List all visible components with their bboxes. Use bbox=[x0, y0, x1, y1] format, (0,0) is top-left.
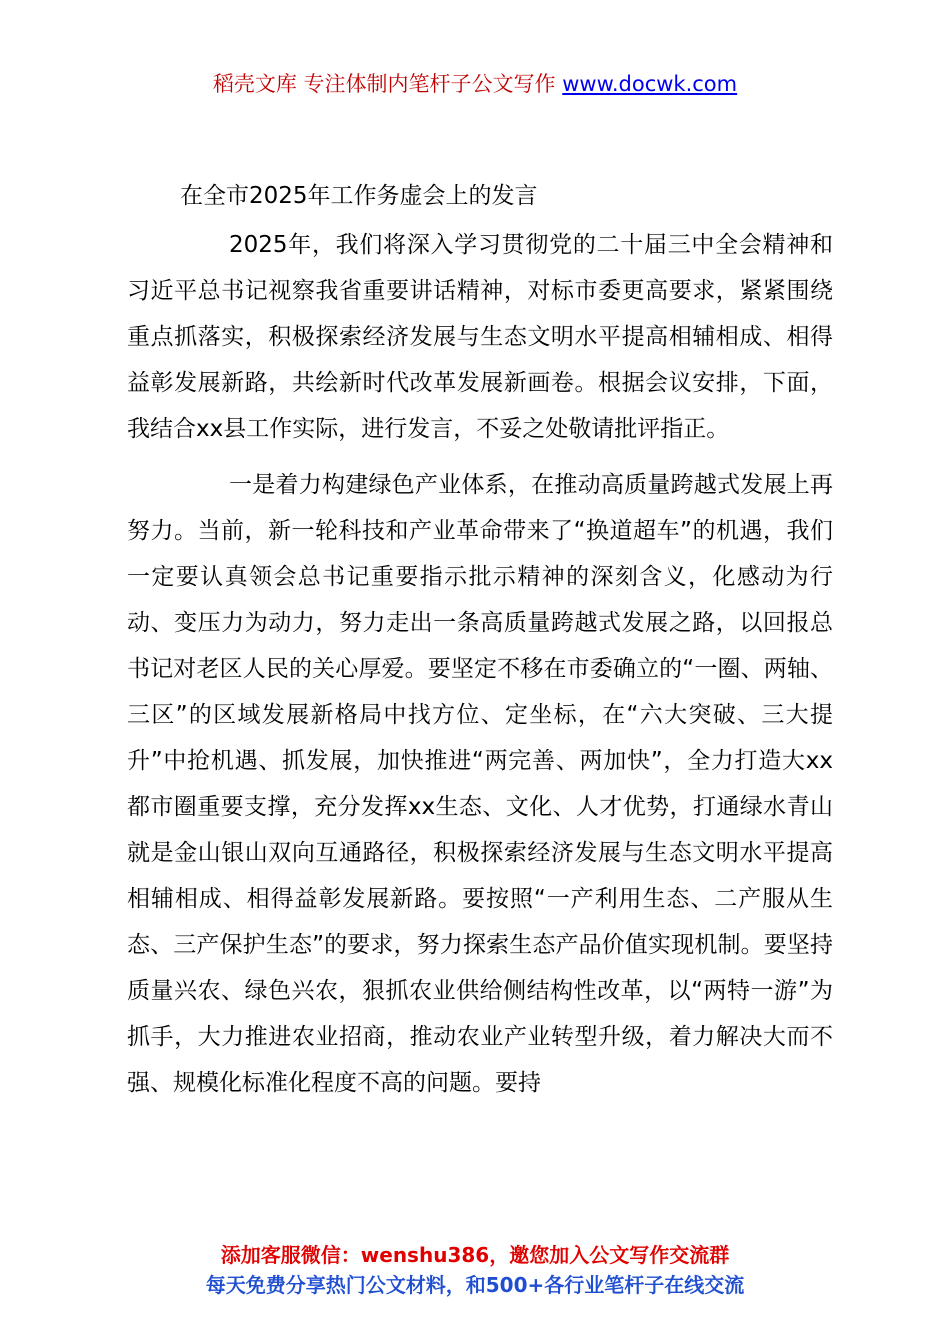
page-footer bbox=[0, 1240, 950, 1300]
paragraph-intro: 2025年，我们将深入学习贯彻党的二十届三中全会精神和习近平总书记视察我省重要讲话精神，对标市委更高要求，紧紧围绕重点抓落实，积极探索经济发展与生态文明水平提高相辅相成、相得益彰发展新路，共绘新时代改革发展新画卷。根据会议安排，下面，我结合xx县工作实际，进行发言，不妥之处敬请批评指正。 bbox=[127, 232, 833, 442]
header-brand-text: 稻壳文库 专注体制内笔杆子公文写作 bbox=[212, 72, 556, 96]
paragraph-point-one: 一是着力构建绿色产业体系，在推动高质量跨越式发展上再努力。当前，新一轮科技和产业革命带来了“换道超车”的机遇，我们一定要认真领会总书记重要指示批示精神的深刻含义，化感动为行动、变压力为动力，努力走出一条高质量跨越式发展之路，以回报总书记对老区人民的关心厚爱。要坚定不移在市委确立的“一圈、两轴、三区”的区域发展新格局中找方位、定坐标，在“六大突破、三大提升”中抢机遇、抓发展，加快推进“两完善、两加快”，全力打造大xx都市圈重要支撑，充分发挥xx生态、文化、人才优势，打通绿水青山就是金山银山双向互通路径，积极探索经济发展与生态文明水平提高相辅相成、相得益彰发展新路。要按照“一产利用生态、二产服从生态、三产保护生态”的要求，努力探索生态产品价值实现机制。要坚持质量兴农、绿色兴农，狠抓农业供给侧结构性改革，以“两特一游”为抓手，大力推进农业招商，推动农业产业转型升级，着力解决大而不强、规模化标准化程度不高的问题。要持 bbox=[127, 472, 833, 1096]
document-body bbox=[127, 176, 833, 1116]
header-website-link[interactable]: www.docwk.com bbox=[562, 72, 738, 96]
page-header bbox=[0, 70, 950, 98]
footer-share-line: 每天免费分享热门公文材料，和500+各行业笔杆子在线交流 bbox=[205, 1273, 745, 1297]
footer-wechat-line: 添加客服微信：wenshu386，邀您加入公文写作交流群 bbox=[220, 1243, 730, 1267]
document-title: 在全市2025年工作务虚会上的发言 bbox=[180, 183, 538, 209]
